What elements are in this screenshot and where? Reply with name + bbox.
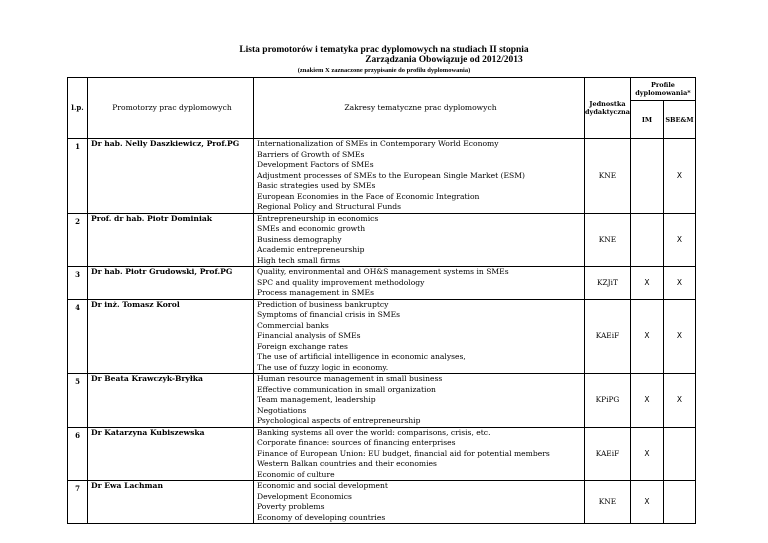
profile-im-mark: X — [630, 427, 663, 481]
topic-item: Finance of European Union: EU budget, financial aid for potential members — [257, 448, 550, 458]
table-header-row — [68, 78, 696, 101]
topic-item: Entrepreneurship in economics — [257, 213, 379, 223]
table-row — [68, 267, 696, 300]
profile-sbem-mark: X — [663, 139, 695, 214]
topic-item: Barriers of Growth of SMEs — [257, 149, 365, 159]
unit-cell: KAEiF — [585, 427, 631, 481]
topic-item: SPC and quality improvement methodology — [257, 277, 425, 287]
profile-im-mark: X — [630, 374, 663, 428]
document-title: Lista promotorów i tematyka prac dyplomowych na studiach II stopnia — [239, 45, 529, 55]
topic-item: Quality, environmental and OH&S management systems in SMEs — [257, 267, 509, 276]
row-lp: 3 — [68, 267, 88, 300]
header-topics: Zakresy tematyczne prac dyplomowych — [254, 78, 585, 139]
topic-item: Symptoms of financial crisis in SMEs — [257, 310, 401, 319]
table-row — [68, 213, 696, 267]
topic-item: Effective communication in small organization — [257, 384, 436, 394]
topic-item: Human resource management in small business — [257, 374, 443, 383]
profile-sbem-mark: X — [663, 299, 695, 374]
profile-im-mark — [630, 213, 663, 267]
header-promoters: Promotorzy prac dyplomowych — [88, 78, 254, 139]
row-lp: 7 — [68, 481, 88, 524]
topic-item: Corporate finance: sources of financing enterprises — [257, 438, 456, 447]
row-lp: 6 — [68, 427, 88, 481]
topic-item: European Economies in the Face of Economic Integration — [257, 191, 480, 201]
topic-item: Banking systems all over the world: comparisons, crisis, etc. — [257, 427, 491, 437]
unit-cell: KZJiT — [585, 267, 631, 300]
profile-im-mark — [630, 139, 663, 214]
table-row — [68, 299, 696, 374]
profile-im-mark: X — [630, 299, 663, 374]
promoter-name: Dr Ewa Lachman — [88, 481, 254, 524]
topic-item: Foreign exchange rates — [257, 341, 348, 351]
promoter-name: Prof. dr hab. Piotr Dominiak — [88, 213, 254, 267]
promoter-name: Dr hab. Nelly Daszkiewicz, Prof.PG — [88, 139, 254, 214]
topic-item: Team management, leadership — [257, 395, 376, 404]
topic-item: Economic of culture — [257, 469, 335, 479]
promoter-name: Dr inż. Tomasz Korol — [88, 299, 254, 374]
topic-item: Financial analysis of SMEs — [257, 331, 361, 340]
document-title-line2: Zarządzania Obowiązuje od 2012/2013 — [365, 55, 523, 65]
profile-sbem-mark — [663, 481, 695, 524]
promoter-name: Dr hab. Piotr Grudowski, Prof.PG — [88, 267, 254, 300]
header-unit-line2: dydaktyczna — [585, 108, 630, 116]
unit-cell: KPiPG — [585, 374, 631, 428]
row-lp: 2 — [68, 213, 88, 267]
topic-item: The use of artificial intelligence in economic analyses, — [257, 352, 466, 361]
topics-cell — [254, 481, 585, 524]
topics-cell — [254, 374, 585, 428]
topic-item: Development Factors of SMEs — [257, 160, 374, 169]
topics-cell — [254, 139, 585, 214]
topics-cell — [254, 299, 585, 374]
header-lp: l.p. — [68, 78, 88, 139]
header-sbem: SBE&M — [663, 101, 695, 139]
topic-item: Academic entrepreneurship — [257, 245, 365, 254]
topic-item: Development Economics — [257, 491, 352, 501]
profile-sbem-mark: X — [663, 213, 695, 267]
topic-item: High tech small firms — [257, 255, 341, 265]
promoter-name: Dr Beata Krawczyk-Bryłka — [88, 374, 254, 428]
table-row — [68, 139, 696, 214]
profile-sbem-mark — [663, 427, 695, 481]
table-row — [68, 374, 696, 428]
unit-cell: KAEiF — [585, 299, 631, 374]
topic-item: Negotiations — [257, 405, 307, 415]
table-row — [68, 481, 696, 524]
header-unit — [585, 78, 631, 139]
topics-cell — [254, 267, 585, 300]
header-profiles: Profile dyplomowania* — [630, 78, 695, 101]
topic-item: Commercial banks — [257, 320, 329, 330]
topic-item: Psychological aspects of entrepreneurship — [257, 416, 421, 425]
topic-item: Poverty problems — [257, 502, 325, 511]
profile-im-mark: X — [630, 267, 663, 300]
topic-item: Western Balkan countries and their economies — [257, 459, 437, 468]
profile-sbem-mark: X — [663, 374, 695, 428]
promoter-name: Dr Katarzyna Kubiszewska — [88, 427, 254, 481]
header-im: IM — [630, 101, 663, 139]
topic-item: Basic strategies used by SMEs — [257, 181, 376, 190]
row-lp: 5 — [68, 374, 88, 428]
topic-item: Economy of developing countries — [257, 512, 386, 522]
topic-item: Adjustment processes of SMEs to the European Single Market (ESM) — [257, 170, 525, 180]
topics-cell — [254, 213, 585, 267]
profile-im-mark: X — [630, 481, 663, 524]
row-lp: 4 — [68, 299, 88, 374]
topic-item: SMEs and economic growth — [257, 224, 366, 233]
document-subtitle: (znakiem X zaznaczone przypisanie do profilu dyplomowania) — [297, 67, 471, 74]
topic-item: Process management in SMEs — [257, 288, 374, 297]
table-row — [68, 427, 696, 481]
topic-item: Economic and social development — [257, 481, 388, 490]
topic-item: Business demography — [257, 234, 342, 244]
header-unit-line1: Jednostka — [589, 100, 626, 108]
row-lp: 1 — [68, 139, 88, 214]
profile-sbem-mark: X — [663, 267, 695, 300]
unit-cell: KNE — [585, 139, 631, 214]
topic-item: Regional Policy and Structural Funds — [257, 202, 401, 211]
unit-cell: KNE — [585, 481, 631, 524]
topics-cell — [254, 427, 585, 481]
topic-item: The use of fuzzy logic in economy. — [257, 362, 389, 372]
topic-item: Prediction of business bankruptcy — [257, 299, 389, 309]
topic-item: Internationalization of SMEs in Contemporary World Economy — [257, 139, 499, 148]
unit-cell: KNE — [585, 213, 631, 267]
promoters-table — [67, 77, 696, 524]
